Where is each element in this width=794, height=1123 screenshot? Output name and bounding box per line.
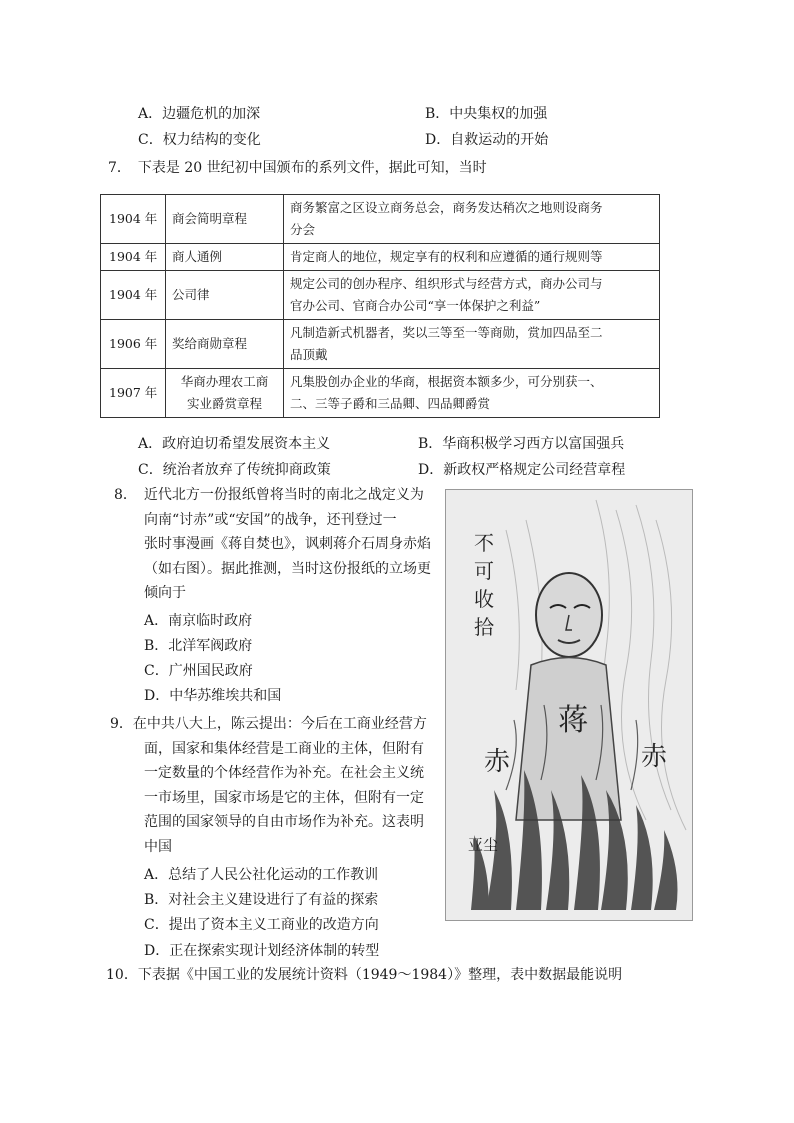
q7-stem: 7． 下表是 20 世纪初中国颁布的系列文件，据此可知，当时 (108, 160, 487, 176)
q10-stem: 10．下表据《中国工业的发展统计资料（1949～1984）》整理，表中数据最能说明 (106, 967, 623, 983)
table-row (101, 244, 660, 271)
table-row (101, 195, 660, 244)
q9-line: 面，国家和集体经营是工商业的主体，但附有 (144, 740, 424, 757)
q9-line: 9．在中共八大上，陈云提出：今后在工商业经营方 (110, 716, 427, 732)
q8-option-d: D．中华苏维埃共和国 (144, 688, 282, 704)
table-cell-year: 1904 年 (101, 271, 166, 320)
cartoon-caption-char: 不 (474, 531, 494, 555)
cartoon-right-char: 赤 (641, 742, 668, 772)
q8-line: 8． 近代北方一份报纸曾将当时的南北之战定义为 (114, 487, 424, 503)
table-cell-year: 1904 年 (101, 195, 166, 244)
table-cell-content: 凡制造新式机器者，奖以三等至一等商勋，赏加四品至二 品顶戴 (284, 320, 660, 369)
table-cell-content: 肯定商人的地位，规定享有的权利和应遵循的通行规则等 (284, 244, 660, 271)
q7-option-b: B．华商积极学习西方以富国强兵 (418, 436, 625, 452)
q6-option-c: C．权力结构的变化 (138, 132, 261, 148)
political-cartoon-image (445, 489, 693, 921)
table-row (101, 271, 660, 320)
table-cell-name: 华商办理农工商 实业爵赏章程 (166, 369, 284, 418)
table-cell-content: 规定公司的创办程序、组织形式与经营方式，商办公司与 官办公司、官商合办公司“享一体保护之利益” (284, 271, 660, 320)
cartoon-illustration (446, 490, 692, 920)
table-cell-content: 商务繁富之区设立商务总会，商务发达稍次之地则设商务 分会 (284, 195, 660, 244)
q6-option-d: D．自救运动的开始 (425, 132, 549, 148)
q6-option-b: B．中央集权的加强 (425, 106, 548, 122)
q7-option-c: C．统治者放弃了传统抑商政策 (138, 462, 331, 478)
q8-line: （如右图）。据此推测，当时这份报纸的立场更 (144, 560, 431, 577)
cartoon-caption-char: 可 (474, 559, 494, 583)
table-row (101, 320, 660, 369)
q8-stem (114, 483, 431, 606)
table-cell-name: 公司律 (166, 271, 284, 320)
q9-option-d: D．正在探索实现计划经济体制的转型 (144, 943, 380, 959)
q8-line: 张时事漫画《蒋自焚也》，讽刺蒋介石周身赤焰 (144, 536, 431, 552)
q9-stem (110, 712, 427, 859)
cartoon-left-char: 赤 (484, 747, 511, 777)
q9-option-a: A．总结了人民公社化运动的工作教训 (144, 867, 379, 883)
table-row (101, 369, 660, 418)
table-cell-year: 1904 年 (101, 244, 166, 271)
q9-option-b: B．对社会主义建设进行了有益的探索 (144, 892, 379, 908)
table-cell-name: 奖给商勋章程 (166, 320, 284, 369)
q8-option-c: C．广州国民政府 (144, 663, 253, 679)
q9-line: 一市场里，国家市场是它的主体，但附有一定 (144, 789, 424, 806)
q8-line: 倾向于 (144, 585, 186, 601)
cartoon-caption-char: 拾 (474, 615, 494, 639)
table-cell-name: 商会简明章程 (166, 195, 284, 244)
q7-option-d: D．新政权严格规定公司经营章程 (418, 462, 626, 478)
q9-line: 一定数量的个体经营作为补充。在社会主义统 (144, 765, 424, 781)
q8-option-a: A．南京临时政府 (144, 613, 253, 629)
q7-documents-table (100, 194, 660, 418)
cartoon-signature: 亚尘 (468, 836, 499, 854)
q8-line: 向南“讨赤”或“安国”的战争，还刊登过一 (144, 511, 397, 528)
table-cell-content: 凡集股创办企业的华商，根据资本额多少，可分别获一、 二、三等子爵和三品卿、四品卿爵赏 (284, 369, 660, 418)
q9-option-c: C．提出了资本主义工商业的改造方向 (144, 917, 379, 933)
q9-line: 范围的国家领导的自由市场作为补充。这表明 (144, 814, 424, 830)
q9-line: 中国 (144, 838, 172, 855)
q6-option-a: A．边疆危机的加深 (138, 106, 261, 122)
table-cell-year: 1906 年 (101, 320, 166, 369)
table-cell-year: 1907 年 (101, 369, 166, 418)
q8-option-b: B．北洋军阀政府 (144, 638, 253, 654)
table-cell-name: 商人通例 (166, 244, 284, 271)
cartoon-caption-char: 收 (474, 587, 494, 611)
q7-option-a: A．政府迫切希望发展资本主义 (138, 436, 331, 452)
cartoon-center-char: 蒋 (558, 703, 588, 738)
